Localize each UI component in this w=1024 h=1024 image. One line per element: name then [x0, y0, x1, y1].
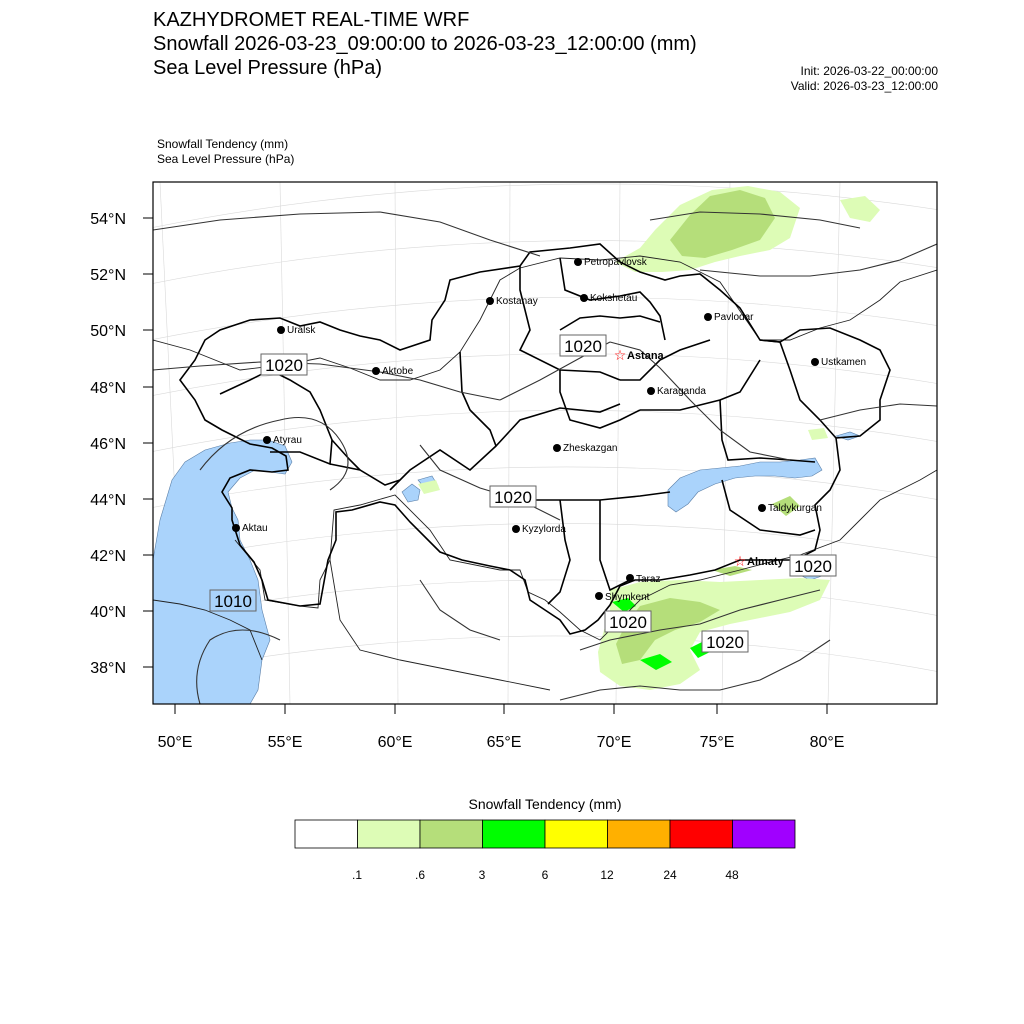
city-dot: [626, 574, 634, 582]
lat-label: 46°N: [90, 436, 126, 453]
field-name-snowfall: Snowfall Tendency (mm): [157, 137, 289, 151]
city-label-kostanay: Kostanay: [496, 296, 538, 307]
city-dot: [574, 258, 582, 266]
isobar-value: 1020: [494, 488, 532, 507]
lat-label: 44°N: [90, 492, 126, 509]
lat-labels: [90, 211, 126, 677]
colorbar-swatch: [295, 820, 358, 848]
lon-label: 80°E: [809, 734, 845, 751]
title-line-3: Sea Level Pressure (hPa): [153, 57, 383, 79]
title-line-2: Snowfall 2026-03-23_09:00:00 to 2026-03-23_12:00:00 (mm): [153, 33, 697, 55]
lon-labels: [158, 734, 845, 751]
city-label-taraz: Taraz: [636, 574, 661, 585]
colorbar-label: .1: [351, 868, 362, 882]
country-borders: [153, 256, 937, 690]
isobar-label-1020-shymkent: [605, 611, 651, 632]
colorbar-swatch: [483, 820, 546, 848]
colorbar-label: .6: [414, 868, 425, 882]
city-dot: [704, 313, 712, 321]
colorbar: [0, 818, 1024, 858]
colorbar-swatch: [608, 820, 671, 848]
city-label-kokshetau: Kokshetau: [590, 293, 638, 304]
colorbar-swatch: [420, 820, 483, 848]
capital-star-icon: ☆: [733, 554, 747, 570]
city-label-astana: Astana: [627, 350, 664, 362]
capital-star-icon: ☆: [613, 348, 627, 364]
lon-label: 75°E: [699, 734, 735, 751]
colorbar-swatch: [358, 820, 421, 848]
water-bodies: [153, 432, 860, 704]
city-label-atyrau: Atyrau: [273, 435, 302, 446]
colorbar-swatch: [733, 820, 796, 848]
valid-time: Valid: 2026-03-23_12:00:00: [790, 79, 938, 93]
aral-sea: [402, 484, 420, 502]
lon-label: 55°E: [267, 734, 303, 751]
lat-axis: [143, 218, 153, 667]
field-name-pressure: Sea Level Pressure (hPa): [157, 152, 295, 166]
lon-label: 50°E: [157, 734, 193, 751]
lon-label: 60°E: [377, 734, 413, 751]
city-label-ustkamen: Ustkamen: [821, 357, 867, 368]
city-dot: [811, 358, 819, 366]
lat-label: 42°N: [90, 548, 126, 565]
lat-label: 52°N: [90, 267, 126, 284]
isobar-label-1020-astana: [560, 335, 606, 356]
city-markers: [232, 257, 866, 603]
caspian-sea: [153, 440, 292, 704]
colorbar-swatch: [545, 820, 608, 848]
city-label-zheskazgan: Zheskazgan: [563, 443, 618, 454]
city-dot: [580, 294, 588, 302]
lat-label: 48°N: [90, 380, 126, 397]
city-dot: [263, 436, 271, 444]
city-label-kyzylorda: Kyzylorda: [522, 524, 566, 535]
city-dot: [758, 504, 766, 512]
isobar-label-1010-caspian: [210, 590, 256, 611]
colorbar-label: 12: [600, 868, 614, 882]
city-dot: [486, 297, 494, 305]
city-label-taldykurgan: Taldykurgan: [768, 503, 822, 514]
city-label-shymkent: Shymkent: [605, 592, 650, 603]
isobar-label-1020-center: [490, 486, 536, 507]
lat-label: 54°N: [90, 211, 126, 228]
isobar-label-1020-almaty: [790, 555, 836, 576]
snow-light-ne: [840, 196, 880, 222]
isobar-label-1020-west: [261, 354, 307, 375]
colorbar-label: 48: [725, 868, 739, 882]
isobar-value: 1020: [794, 557, 832, 576]
city-label-pavlodar: Pavlodar: [714, 312, 754, 323]
city-dot: [512, 525, 520, 533]
city-dot: [553, 444, 561, 452]
snow-light-east: [808, 428, 828, 440]
city-label-aktobe: Aktobe: [382, 366, 414, 377]
colorbar-label: 6: [541, 868, 549, 882]
isobar-label-1020-south: [702, 631, 748, 652]
colorbar-label: 3: [478, 868, 486, 882]
isobar-value: 1020: [265, 356, 303, 375]
isobar-value: 1010: [214, 592, 252, 611]
city-label-aktau: Aktau: [242, 523, 268, 534]
city-label-petropavlovsk: Petropavlovsk: [584, 257, 647, 268]
colorbar-swatch: [670, 820, 733, 848]
city-dot: [595, 592, 603, 600]
init-time: Init: 2026-03-22_00:00:00: [800, 64, 938, 78]
isobar-value: 1020: [564, 337, 602, 356]
lon-axis: [175, 704, 827, 714]
lon-label: 65°E: [486, 734, 522, 751]
lon-label: 70°E: [596, 734, 632, 751]
city-dot: [372, 367, 380, 375]
lat-label: 40°N: [90, 604, 126, 621]
colorbar-label: 24: [663, 868, 677, 882]
city-dot: [277, 326, 285, 334]
city-dot: [647, 387, 655, 395]
title-line-1: KAZHYDROMET REAL-TIME WRF: [153, 9, 470, 31]
city-label-uralsk: Uralsk: [287, 325, 316, 336]
city-label-karaganda: Karaganda: [657, 386, 706, 397]
colorbar-title: Snowfall Tendency (mm): [468, 796, 622, 812]
city-dot: [232, 524, 240, 532]
lat-label: 50°N: [90, 323, 126, 340]
isobar-value: 1020: [609, 613, 647, 632]
city-label-almaty: Almaty: [747, 556, 784, 568]
isobar-value: 1020: [706, 633, 744, 652]
lat-label: 38°N: [90, 660, 126, 677]
